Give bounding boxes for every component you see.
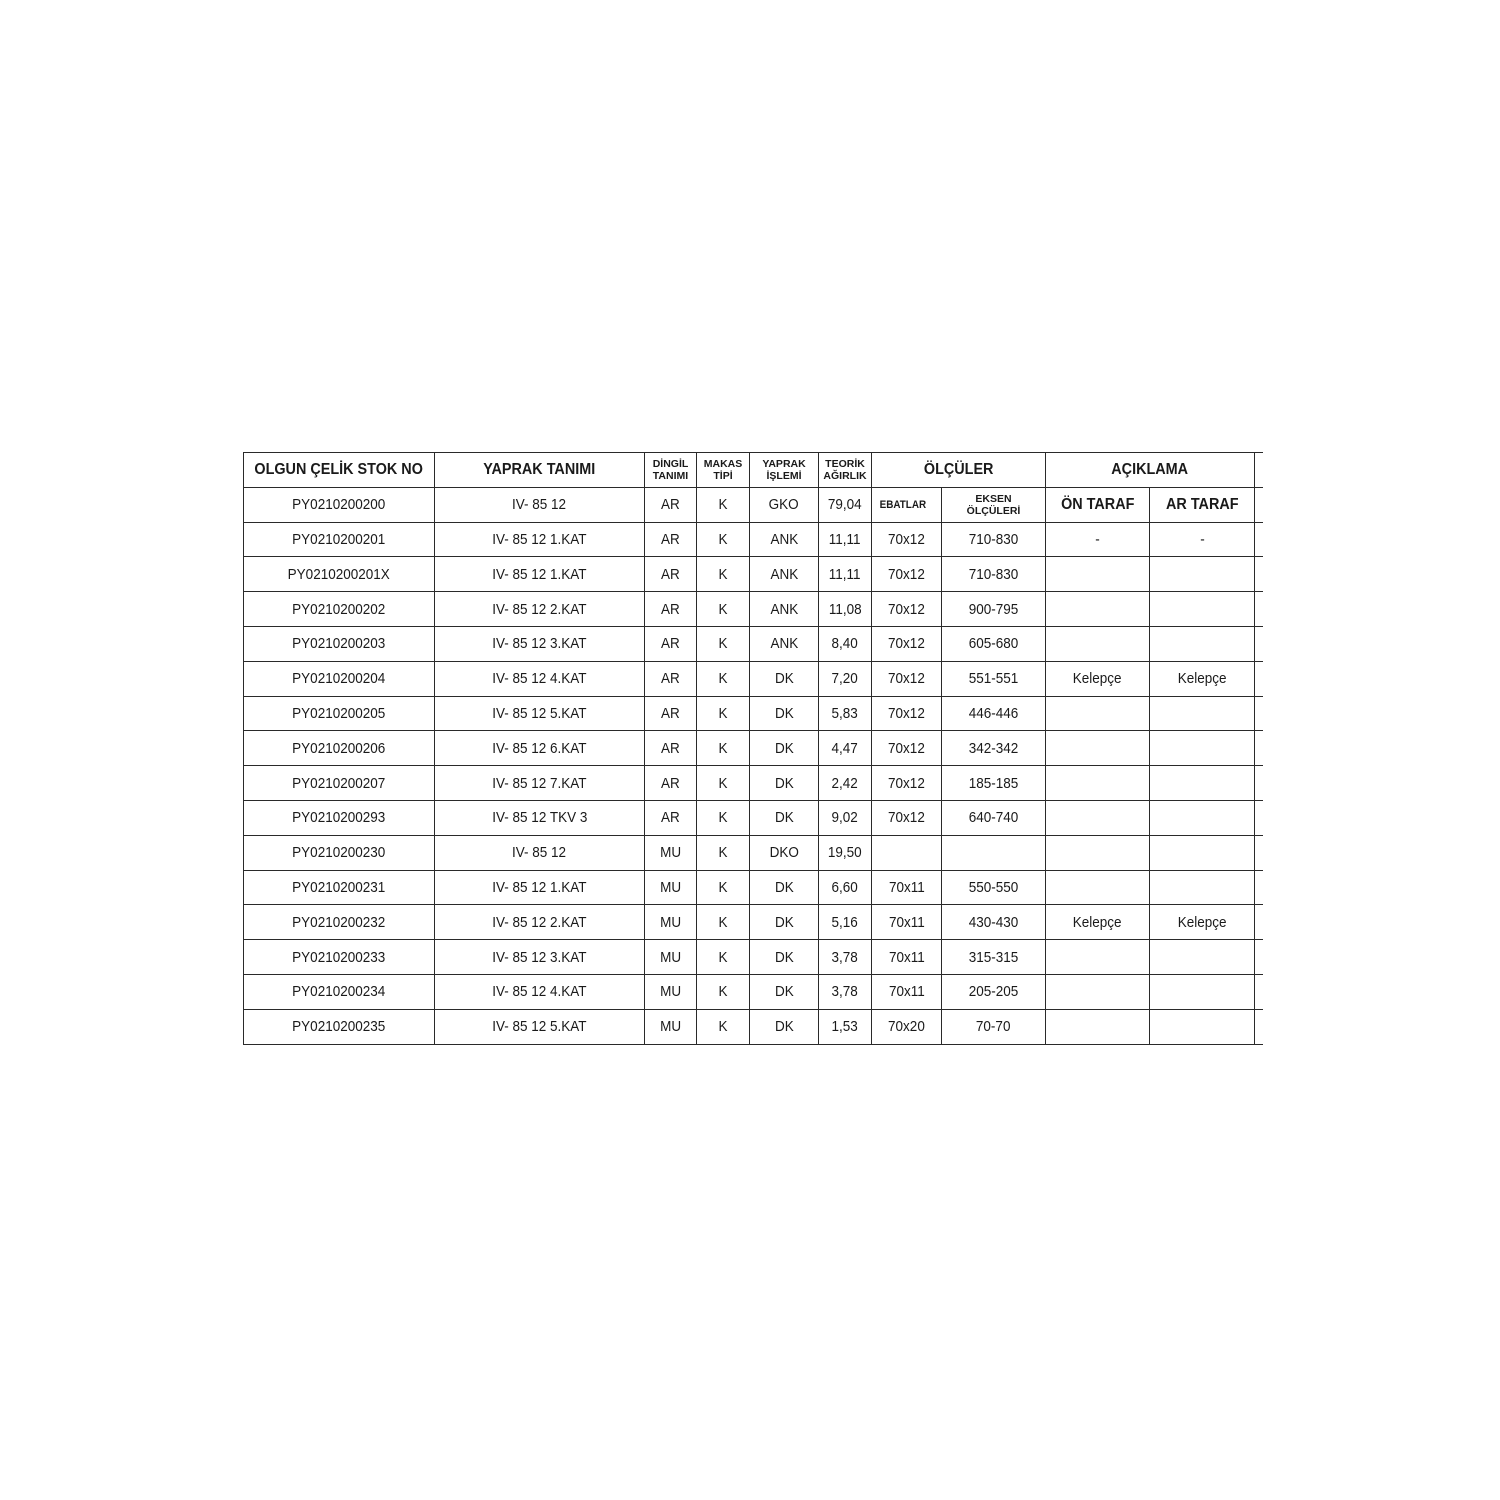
cell-rear — [1150, 766, 1255, 801]
trailing-cell — [1255, 835, 1263, 870]
header-leaf-definition: YAPRAK TANIMI — [435, 453, 645, 488]
cell-front: Kelepçe — [1046, 905, 1150, 940]
cell-rear — [1150, 800, 1255, 835]
trailing-cell — [1255, 696, 1263, 731]
cell-axis: 70-70 — [942, 1009, 1046, 1044]
cell-rear — [1150, 696, 1255, 731]
header-dimensions: ÖLÇÜLER — [872, 453, 1046, 488]
cell-front: - — [1046, 522, 1150, 557]
cell-axis — [942, 835, 1046, 870]
cell-leaf: IV- 85 12 2.KAT — [435, 905, 645, 940]
header-axle: DİNGİL TANIMI — [645, 453, 697, 488]
trailing-cell — [1255, 766, 1263, 801]
cell-weight: 79,04 — [819, 487, 872, 522]
cell-front — [1046, 800, 1150, 835]
cell-weight: 6,60 — [819, 870, 872, 905]
cell-stock: PY0210200203 — [244, 626, 435, 661]
cell-axle: AR — [645, 626, 697, 661]
cell-process: DK — [750, 800, 819, 835]
cell-axle: MU — [645, 940, 697, 975]
cell-weight: 19,50 — [819, 835, 872, 870]
cell-axle: AR — [645, 557, 697, 592]
cell-weight: 4,47 — [819, 731, 872, 766]
cell-rear — [1150, 835, 1255, 870]
table-row — [244, 800, 1263, 835]
table-row — [244, 731, 1263, 766]
cell-type: K — [697, 522, 750, 557]
cell-process: DK — [750, 731, 819, 766]
cell-type: K — [697, 592, 750, 627]
cell-front — [1046, 940, 1150, 975]
header-weight: TEORİK AĞIRLIK — [819, 453, 872, 488]
cell-type: K — [697, 870, 750, 905]
cell-size: 70x12 — [872, 557, 942, 592]
cell-leaf: IV- 85 12 7.KAT — [435, 766, 645, 801]
cell-leaf: IV- 85 12 3.KAT — [435, 626, 645, 661]
cell-type: K — [697, 800, 750, 835]
trailing-cell — [1255, 626, 1263, 661]
cell-axis: 430-430 — [942, 905, 1046, 940]
cell-process: DK — [750, 766, 819, 801]
cell-type: K — [697, 731, 750, 766]
cell-weight: 11,11 — [819, 557, 872, 592]
cell-size: 70x12 — [872, 592, 942, 627]
cell-rear — [1150, 1009, 1255, 1044]
cell-process: DK — [750, 870, 819, 905]
cell-leaf: IV- 85 12 — [435, 487, 645, 522]
cell-process: DK — [750, 1009, 819, 1044]
header-description: AÇIKLAMA — [1046, 453, 1255, 488]
cell-stock: PY0210200233 — [244, 940, 435, 975]
cell-process: ANK — [750, 626, 819, 661]
cell-stock: PY0210200207 — [244, 766, 435, 801]
cell-type: K — [697, 766, 750, 801]
cell-leaf: IV- 85 12 5.KAT — [435, 696, 645, 731]
cell-axle: AR — [645, 731, 697, 766]
cell-stock: PY0210200200 — [244, 487, 435, 522]
cell-process: ANK — [750, 592, 819, 627]
cell-stock: PY0210200231 — [244, 870, 435, 905]
cell-axis: 550-550 — [942, 870, 1046, 905]
cell-size: 70x20 — [872, 1009, 942, 1044]
cell-size: 70x11 — [872, 905, 942, 940]
cell-type: K — [697, 974, 750, 1009]
cell-size: 70x11 — [872, 870, 942, 905]
cell-axis: 342-342 — [942, 731, 1046, 766]
cell-size: 70x12 — [872, 522, 942, 557]
cell-process: ANK — [750, 522, 819, 557]
cell-leaf: IV- 85 12 — [435, 835, 645, 870]
cell-leaf: IV- 85 12 1.KAT — [435, 557, 645, 592]
cell-process: DKO — [750, 835, 819, 870]
cell-size: 70x12 — [872, 661, 942, 696]
cell-front — [1046, 974, 1150, 1009]
table-row-first — [244, 487, 1263, 522]
cell-axis: 551-551 — [942, 661, 1046, 696]
cell-weight: 3,78 — [819, 974, 872, 1009]
header-leaf-process: YAPRAK İŞLEMİ — [750, 453, 819, 488]
cell-axle: MU — [645, 905, 697, 940]
cell-front — [1046, 1009, 1150, 1044]
cell-axis: 205-205 — [942, 974, 1046, 1009]
cell-front — [1046, 696, 1150, 731]
trailing-cell — [1255, 487, 1263, 522]
cell-weight: 3,78 — [819, 940, 872, 975]
cell-leaf: IV- 85 12 6.KAT — [435, 731, 645, 766]
cell-axle: AR — [645, 800, 697, 835]
cell-stock: PY0210200202 — [244, 592, 435, 627]
header-sizes: EBATLAR — [872, 487, 942, 522]
cell-process: DK — [750, 905, 819, 940]
header-row-1 — [244, 453, 1263, 488]
trailing-cell — [1255, 592, 1263, 627]
table-row — [244, 696, 1263, 731]
cell-front: Kelepçe — [1046, 661, 1150, 696]
cell-axle: AR — [645, 487, 697, 522]
trailing-cell — [1255, 1009, 1263, 1044]
cell-rear: Kelepçe — [1150, 661, 1255, 696]
cell-rear — [1150, 626, 1255, 661]
cell-axis: 710-830 — [942, 522, 1046, 557]
header-front-side: ÖN TARAF — [1046, 487, 1150, 522]
cell-leaf: IV- 85 12 5.KAT — [435, 1009, 645, 1044]
table-row — [244, 557, 1263, 592]
cell-weight: 5,16 — [819, 905, 872, 940]
trailing-cell — [1255, 453, 1263, 488]
cell-stock: PY0210200201X — [244, 557, 435, 592]
cell-rear — [1150, 557, 1255, 592]
table-row — [244, 1009, 1263, 1044]
cell-stock: PY0210200204 — [244, 661, 435, 696]
header-stock-no: OLGUN ÇELİK STOK NO — [244, 453, 435, 488]
table-row — [244, 522, 1263, 557]
cell-weight: 1,53 — [819, 1009, 872, 1044]
cell-weight: 9,02 — [819, 800, 872, 835]
cell-leaf: IV- 85 12 TKV 3 — [435, 800, 645, 835]
cell-stock: PY0210200293 — [244, 800, 435, 835]
cell-leaf: IV- 85 12 4.KAT — [435, 661, 645, 696]
cell-rear: - — [1150, 522, 1255, 557]
cell-rear — [1150, 592, 1255, 627]
cell-front — [1046, 592, 1150, 627]
cell-stock: PY0210200205 — [244, 696, 435, 731]
cell-front — [1046, 557, 1150, 592]
cell-size: 70x12 — [872, 731, 942, 766]
table-row — [244, 870, 1263, 905]
cell-axle: AR — [645, 661, 697, 696]
cell-weight: 5,83 — [819, 696, 872, 731]
cell-front — [1046, 626, 1150, 661]
cell-axle: MU — [645, 835, 697, 870]
cell-front — [1046, 835, 1150, 870]
table-row — [244, 835, 1263, 870]
cell-type: K — [697, 661, 750, 696]
cell-rear — [1150, 870, 1255, 905]
cell-type: K — [697, 626, 750, 661]
cell-leaf: IV- 85 12 1.KAT — [435, 522, 645, 557]
cell-process: DK — [750, 661, 819, 696]
trailing-cell — [1255, 974, 1263, 1009]
cell-stock: PY0210200230 — [244, 835, 435, 870]
cell-weight: 7,20 — [819, 661, 872, 696]
header-axis-dims: EKSEN ÖLÇÜLERİ — [942, 487, 1046, 522]
cell-front — [1046, 870, 1150, 905]
table-row — [244, 592, 1263, 627]
trailing-cell — [1255, 731, 1263, 766]
cell-leaf: IV- 85 12 2.KAT — [435, 592, 645, 627]
cell-type: K — [697, 557, 750, 592]
cell-size: 70x12 — [872, 766, 942, 801]
cell-axis: 605-680 — [942, 626, 1046, 661]
cell-size — [872, 835, 942, 870]
cell-type: K — [697, 1009, 750, 1044]
table-row — [244, 766, 1263, 801]
cell-size: 70x12 — [872, 696, 942, 731]
cell-axle: MU — [645, 870, 697, 905]
cell-rear — [1150, 940, 1255, 975]
trailing-cell — [1255, 940, 1263, 975]
cell-leaf: IV- 85 12 4.KAT — [435, 974, 645, 1009]
cell-size: 70x12 — [872, 800, 942, 835]
cell-stock: PY0210200232 — [244, 905, 435, 940]
cell-type: K — [697, 905, 750, 940]
header-spring-type: MAKAS TİPİ — [697, 453, 750, 488]
cell-weight: 2,42 — [819, 766, 872, 801]
cell-front — [1046, 766, 1150, 801]
trailing-cell — [1255, 905, 1263, 940]
cell-size: 70x12 — [872, 626, 942, 661]
cell-stock: PY0210200206 — [244, 731, 435, 766]
cell-axis: 446-446 — [942, 696, 1046, 731]
cell-axis: 900-795 — [942, 592, 1046, 627]
cell-type: K — [697, 940, 750, 975]
cell-axis: 315-315 — [942, 940, 1046, 975]
cell-front — [1046, 731, 1150, 766]
cell-axle: AR — [645, 766, 697, 801]
cell-process: GKO — [750, 487, 819, 522]
trailing-cell — [1255, 661, 1263, 696]
cell-axle: MU — [645, 974, 697, 1009]
cell-leaf: IV- 85 12 3.KAT — [435, 940, 645, 975]
cell-weight: 11,11 — [819, 522, 872, 557]
cell-size: 70x11 — [872, 974, 942, 1009]
cell-process: ANK — [750, 557, 819, 592]
cell-size: 70x11 — [872, 940, 942, 975]
cell-type: K — [697, 487, 750, 522]
trailing-cell — [1255, 800, 1263, 835]
cell-process: DK — [750, 974, 819, 1009]
cell-axis: 710-830 — [942, 557, 1046, 592]
cell-rear — [1150, 731, 1255, 766]
trailing-cell — [1255, 870, 1263, 905]
cell-stock: PY0210200201 — [244, 522, 435, 557]
cell-stock: PY0210200235 — [244, 1009, 435, 1044]
cell-process: DK — [750, 696, 819, 731]
header-rear-side: AR TARAF — [1150, 487, 1255, 522]
table-row — [244, 974, 1263, 1009]
cell-axis: 640-740 — [942, 800, 1046, 835]
cell-weight: 11,08 — [819, 592, 872, 627]
cell-leaf: IV- 85 12 1.KAT — [435, 870, 645, 905]
cell-axle: AR — [645, 696, 697, 731]
cell-type: K — [697, 835, 750, 870]
table-row — [244, 940, 1263, 975]
trailing-cell — [1255, 557, 1263, 592]
cell-weight: 8,40 — [819, 626, 872, 661]
trailing-cell — [1255, 522, 1263, 557]
cell-type: K — [697, 696, 750, 731]
cell-process: DK — [750, 940, 819, 975]
cell-rear — [1150, 974, 1255, 1009]
cell-axle: AR — [645, 592, 697, 627]
cell-axle: AR — [645, 522, 697, 557]
spring-leaf-table — [243, 452, 1263, 1045]
table-row — [244, 626, 1263, 661]
cell-stock: PY0210200234 — [244, 974, 435, 1009]
table-row — [244, 661, 1263, 696]
cell-axis: 185-185 — [942, 766, 1046, 801]
cell-axle: MU — [645, 1009, 697, 1044]
table-row — [244, 905, 1263, 940]
cell-rear: Kelepçe — [1150, 905, 1255, 940]
